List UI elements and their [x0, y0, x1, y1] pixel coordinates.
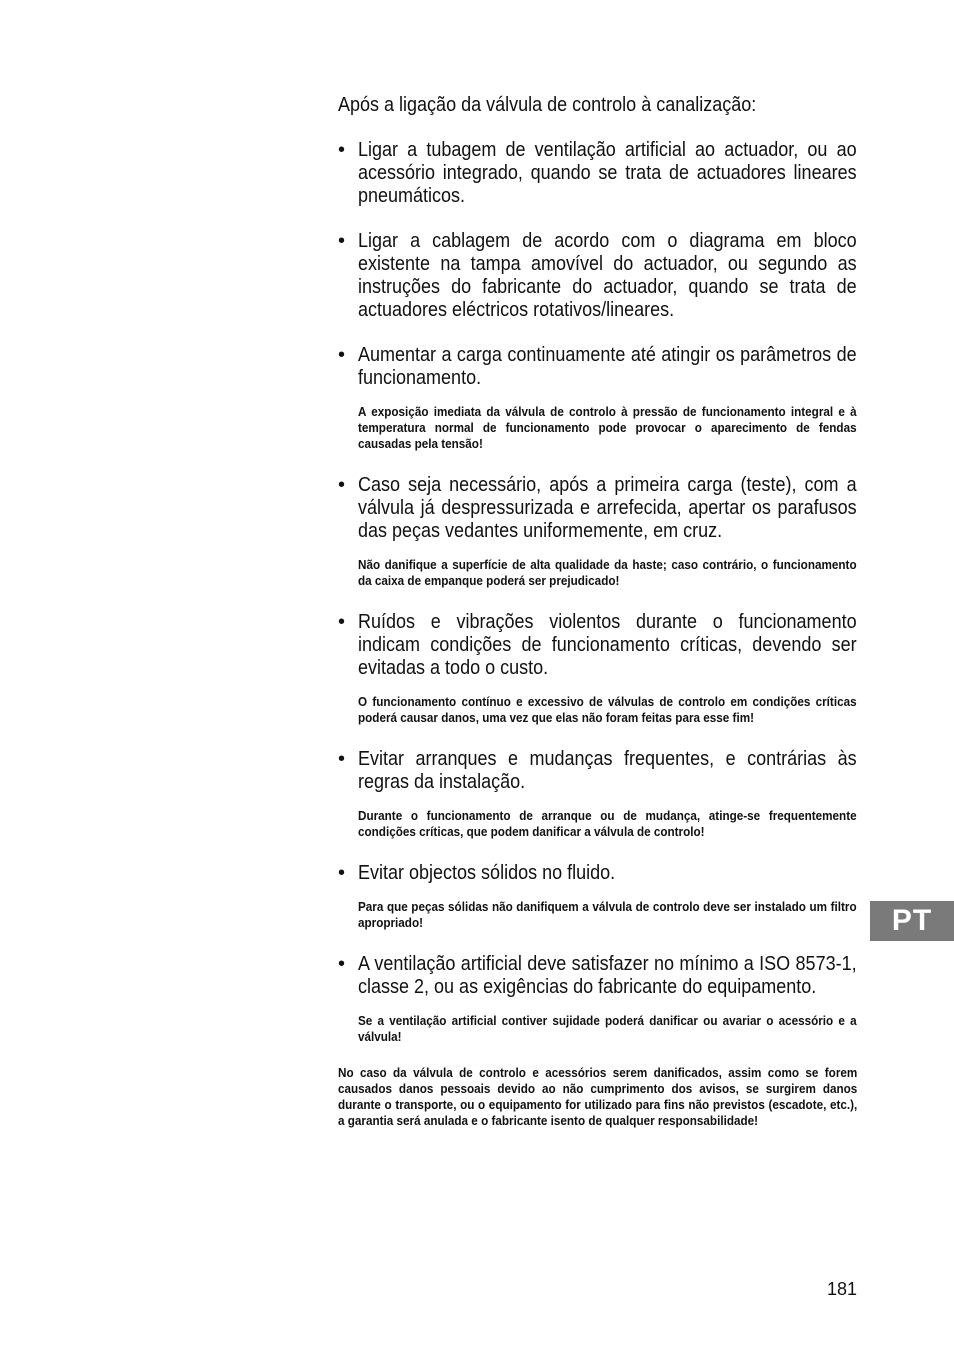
list-item-text: Aumentar a carga continuamente até atingir os parâmetros de funcionamento.: [358, 344, 857, 389]
page-number: 181: [826, 1279, 857, 1299]
document-body: [338, 94, 857, 1129]
bullet-marker: •: [338, 748, 346, 770]
warning-note: O funcionamento contínuo e excessivo de válvulas de controlo em condições críticas poderá causar danos, uma vez que elas não foram feitas para esse fim!: [358, 694, 857, 725]
list-item-text: Evitar arranques e mudanças frequentes, e contrárias às regras da instalação.: [358, 748, 857, 793]
list-item: [338, 344, 857, 390]
bullet-marker: •: [338, 862, 346, 884]
warning-note: Se a ventilação artificial contiver sujidade poderá danificar ou avariar o acessório e a válvula!: [358, 1013, 857, 1044]
warning-note: A exposição imediata da válvula de controlo à pressão de funcionamento integral e à temperatura normal de funcionamento pode provocar o aparecimento de fendas causadas pela tensão!: [358, 404, 857, 451]
list-item: [338, 862, 857, 885]
warning-note: Para que peças sólidas não danifiquem a válvula de controlo deve ser instalado um filtro apropriado!: [358, 899, 857, 930]
list-item: [338, 611, 857, 680]
list-item: [338, 474, 857, 543]
list-item: [338, 139, 857, 208]
list-item-text: Ligar a cablagem de acordo com o diagrama em bloco existente na tampa amovível do actuador, ou segundo as instruções do fabricante do actuador, quando se trata de actuadores eléctricos rotativos/lineares.: [358, 230, 857, 321]
bullet-marker: •: [338, 611, 346, 633]
list-item: [338, 230, 857, 322]
intro-paragraph: Após a ligação da válvula de controlo à canalização:: [338, 94, 757, 116]
bullet-marker: •: [338, 230, 346, 252]
bullet-marker: •: [338, 953, 346, 975]
warning-note: Durante o funcionamento de arranque ou de mudança, atinge-se frequentemente condições críticas, que podem danificar a válvula de controlo!: [358, 808, 857, 839]
list-item-text: A ventilação artificial deve satisfazer no mínimo a ISO 8573-1, classe 2, ou as exigências do fabricante do equipamento.: [358, 953, 857, 998]
bullet-marker: •: [338, 139, 346, 161]
list-item-text: Caso seja necessário, após a primeira carga (teste), com a válvula já despressurizada e arrefecida, apertar os parafusos das peças vedantes uniformemente, em cruz.: [358, 474, 857, 542]
list-item: [338, 953, 857, 999]
list-item-text: Ligar a tubagem de ventilação artificial ao actuador, ou ao acessório integrado, quando se trata de actuadores lineares pneumáticos.: [358, 139, 857, 207]
list-item-text: Ruídos e vibrações violentos durante o funcionamento indicam condições de funcionamento críticas, devendo ser evitadas a todo o custo.: [358, 611, 857, 679]
warranty-disclaimer: No caso da válvula de controlo e acessórios serem danificados, assim como se forem causados danos pessoais devido ao não cumprimento dos avisos, se surgirem danos durante o transporte, ou o equipamento for utilizado para fins não previstos (escadote, etc.), a garantia será anulada e o fabricante isento de qualquer responsabilidade!: [338, 1065, 858, 1128]
list-item-text: Evitar objectos sólidos no fluido.: [358, 862, 616, 884]
warning-note: Não danifique a superfície de alta qualidade da haste; caso contrário, o funcionamento da caixa de empanque poderá ser prejudicado!: [358, 557, 857, 588]
language-tab: PT: [870, 901, 954, 941]
bullet-marker: •: [338, 474, 346, 496]
list-item: [338, 748, 857, 794]
bullet-marker: •: [338, 344, 346, 366]
